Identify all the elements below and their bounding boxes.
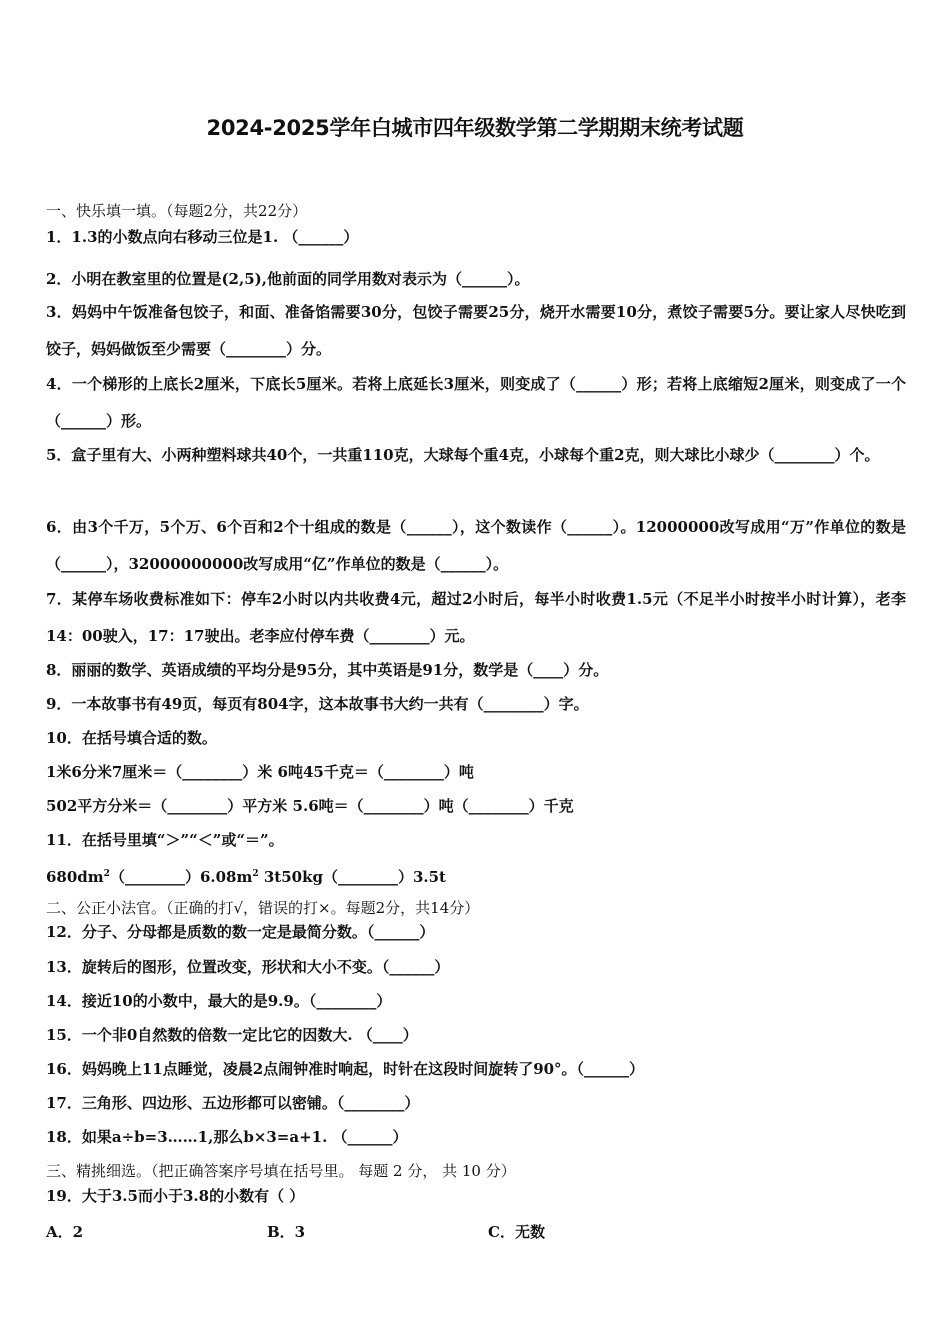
question-16: 16．妈妈晚上11点睡觉，凌晨2点闹钟准时响起，时针在这段时间旋转了90°。（______）: [46, 1060, 645, 1078]
question-12: 12．分子、分母都是质数的数一定是最简分数。（______）: [46, 923, 435, 941]
question-17: 17．三角形、四边形、五边形都可以密铺。（________）: [46, 1094, 420, 1112]
question-11: 11．在括号里填“＞”“＜”或“＝”。: [46, 831, 284, 849]
question-1: 1．1.3的小数点向右移动三位是1. （______）: [46, 228, 359, 246]
question-7: 7．某停车场收费标准如下：停车2小时以内共收费4元，超过2小时后，每半小时收费1.5元（不足半小时按半小时计算），老李14：00驶入，17：17驶出。老李应付停车费（________）元。: [46, 590, 906, 645]
question-5: 5．盒子里有大、小两种塑料球共40个，一共重110克，大球每个重4克，小球每个重2克，则大球比小球少（________）个。: [46, 446, 880, 464]
question-6: 6．由3个千万，5个万、6个百和2个十组成的数是（______），这个数读作（______）。12000000改写成用“万”作单位的数是（______），32000000000改写成用“亿”作单位的数是（______）。: [46, 518, 906, 573]
question-8: 8．丽丽的数学、英语成绩的平均分是95分，其中英语是91分，数学是（____）分。: [46, 661, 609, 679]
section-3-heading: 三、精挑细选。（把正确答案序号填在括号里。 每题 2 分， 共 10 分）: [46, 1162, 516, 1180]
question-4: 4．一个梯形的上底长2厘米，下底长5厘米。若将上底延长3厘米，则变成了（______）形；若将上底缩短2厘米，则变成了一个（______）形。: [46, 375, 906, 430]
q11-superscript-2: 2: [252, 869, 259, 879]
question-10-part-a: 1米6分米7厘米＝（________）米 6吨45千克＝（________）吨: [46, 763, 474, 781]
page-title: 2024-2025学年白城市四年级数学第二学期期末统考试题: [206, 116, 744, 140]
question-3: 3．妈妈中午饭准备包饺子，和面、准备馅需要30分，包饺子需要25分，烧开水需要10分，煮饺子需要5分。要让家人尽快吃到饺子，妈妈做饭至少需要（________）分。: [46, 303, 906, 358]
section-1-heading: 一、快乐填一填。（每题2分，共22分）: [46, 202, 308, 220]
q11-part-1: 680dm: [46, 868, 104, 886]
question-19: 19．大于3.5而小于3.8的小数有（ ）: [46, 1187, 305, 1205]
q11-part-3: 3t50kg（________）3.5t: [258, 868, 446, 886]
question-13: 13．旋转后的图形，位置改变，形状和大小不变。（______）: [46, 958, 450, 976]
option-c: C．无数: [488, 1223, 545, 1241]
question-10: 10．在括号填合适的数。: [46, 729, 217, 747]
option-a: A．2: [46, 1223, 84, 1241]
option-b: B．3: [267, 1223, 306, 1241]
section-2-heading: 二、公正小法官。（正确的打√，错误的打×。每题2分，共14分）: [46, 899, 480, 917]
question-10-part-b: 502平方分米＝（________）平方米 5.6吨＝（________）吨（________）千克: [46, 797, 574, 815]
question-2: 2．小明在教室里的位置是(2,5),他前面的同学用数对表示为（______）。: [46, 270, 530, 288]
question-11-part-a: [46, 864, 446, 887]
q11-part-2: （________）6.08m: [109, 868, 253, 886]
question-18: 18．如果a÷b=3……1,那么b×3=a+1. （______）: [46, 1128, 408, 1146]
question-15: 15．一个非0自然数的倍数一定比它的因数大. （____）: [46, 1026, 418, 1044]
question-14: 14．接近10的小数中，最大的是9.9。（________）: [46, 992, 392, 1010]
question-9: 9．一本故事书有49页，每页有804字，这本故事书大约一共有（________）字。: [46, 695, 589, 713]
q11-superscript-1: 2: [103, 869, 110, 879]
